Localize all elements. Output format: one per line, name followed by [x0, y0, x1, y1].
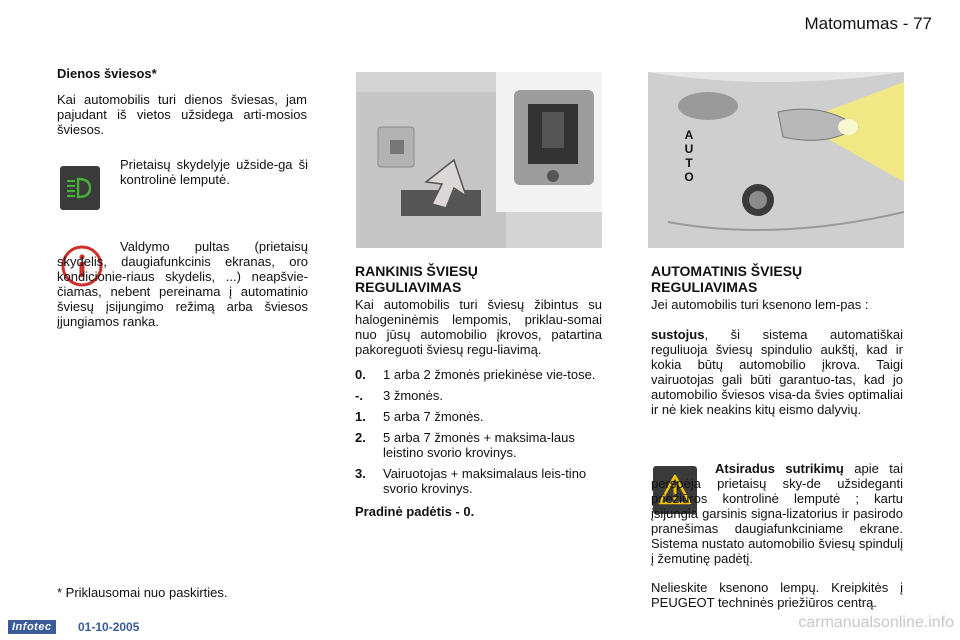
- list-key: 0.: [355, 367, 366, 382]
- list-item: [355, 409, 602, 424]
- list-item: [355, 430, 602, 460]
- list-key: 2.: [355, 430, 366, 445]
- auto-letter: O: [684, 170, 694, 184]
- print-date: 01-10-2005: [78, 620, 140, 634]
- list-text: 1 arba 2 žmonės priekinėse vie-tose.: [383, 367, 596, 382]
- auto-adjust-heading: AUTOMATINIS ŠVIESŲ REGULIAVIMAS: [651, 263, 803, 295]
- manual-adjust-intro: Kai automobilis turi šviesų žibintus su halogeninėmis lempomis, priklau-somai nuo jūsų automobilio įkrovos, patartina pakoreguoti šviesų regu-liavimą.: [355, 297, 602, 357]
- list-item: [355, 466, 602, 496]
- list-key: -.: [355, 388, 363, 403]
- list-key: 1.: [355, 409, 366, 424]
- infotec-logo: Infotec: [8, 620, 56, 634]
- car-headlight-photo: [648, 72, 904, 248]
- load-list: [355, 361, 602, 496]
- auto-adjust-stopped: [651, 327, 903, 417]
- page-header: Matomumas - 77: [804, 14, 932, 33]
- stopped-label: sustojus: [651, 327, 705, 342]
- manual-adjust-heading: RANKINIS ŠVIESŲ REGULIAVIMAS: [355, 263, 478, 295]
- list-item: [355, 388, 602, 403]
- fault-note: [651, 461, 903, 566]
- info-note: Valdymo pultas (prietaisų skydelis, daugiafunkcinis ekranas, oro kondicionie-riaus skydelis, ...) neapšvie-čiamas, nebent pereinama į automatinio šviesų įsijungimo režimą arba šviesos įjungiamos ranka.: [57, 239, 308, 329]
- initial-position: Pradinė padėtis - 0.: [355, 504, 475, 519]
- auto-letter: U: [684, 142, 694, 156]
- xenon-advice: Nelieskite ksenono lempų. Kreipkitės į PEUGEOT techninės priežiūros centrą.: [651, 580, 903, 610]
- list-text: 5 arba 7 žmonės.: [383, 409, 484, 424]
- footnote: * Priklausomai nuo paskirties.: [57, 585, 228, 600]
- daylight-intro: Kai automobilis turi dienos šviesas, jam pajudant iš vietos užsidega arti-mosios šviesos.: [57, 92, 307, 137]
- auto-letter: A: [684, 128, 694, 142]
- stopped-text: , ši sistema automatiškai reguliuoja šviesų spindulio aukštį, kad ir kokia būtų automobilio įkrova. Taigi vairuotojas gali būti garantuo-tas, kad jo automobilio šviesos visa-da švies optimaliai ir nė kiek neakins kitų eismo dalyvių.: [651, 327, 903, 417]
- list-text: Vairuotojas + maksimalaus leis-tino svorio krovinys.: [383, 466, 587, 496]
- auto-letter: T: [685, 156, 693, 170]
- watermark: carmanualsonline.info: [798, 614, 954, 631]
- headlight-icon: [64, 175, 96, 201]
- fault-text: apie tai perspėja prietaisų sky-de užsideganti priežiūros kontrolinė lemputė ; kartu įsijungia garsinis signa-lizatorius ir pasirodo pranešimas daugiafunkciniame ekrane. Sistema nustato automobilio šviesų spindulį į žemutinę padėtį.: [651, 461, 903, 566]
- daylight-heading: Dienos šviesos*: [57, 66, 157, 81]
- list-text: 5 arba 7 žmonės + maksima-laus leistino svorio krovinys.: [383, 430, 575, 460]
- daylight-indicator: [60, 166, 100, 210]
- auto-adjust-intro: Jei automobilis turi ksenono lem-pas :: [651, 297, 869, 312]
- auto-letters: [680, 128, 698, 184]
- indicator-note: Prietaisų skydelyje užside-ga ši kontrolinė lemputė.: [120, 157, 308, 187]
- list-key: 3.: [355, 466, 366, 481]
- list-item: [355, 367, 602, 382]
- list-text: 3 žmonės.: [383, 388, 443, 403]
- dashboard-photo: [356, 72, 602, 248]
- fault-label: Atsiradus sutrikimų: [715, 461, 844, 476]
